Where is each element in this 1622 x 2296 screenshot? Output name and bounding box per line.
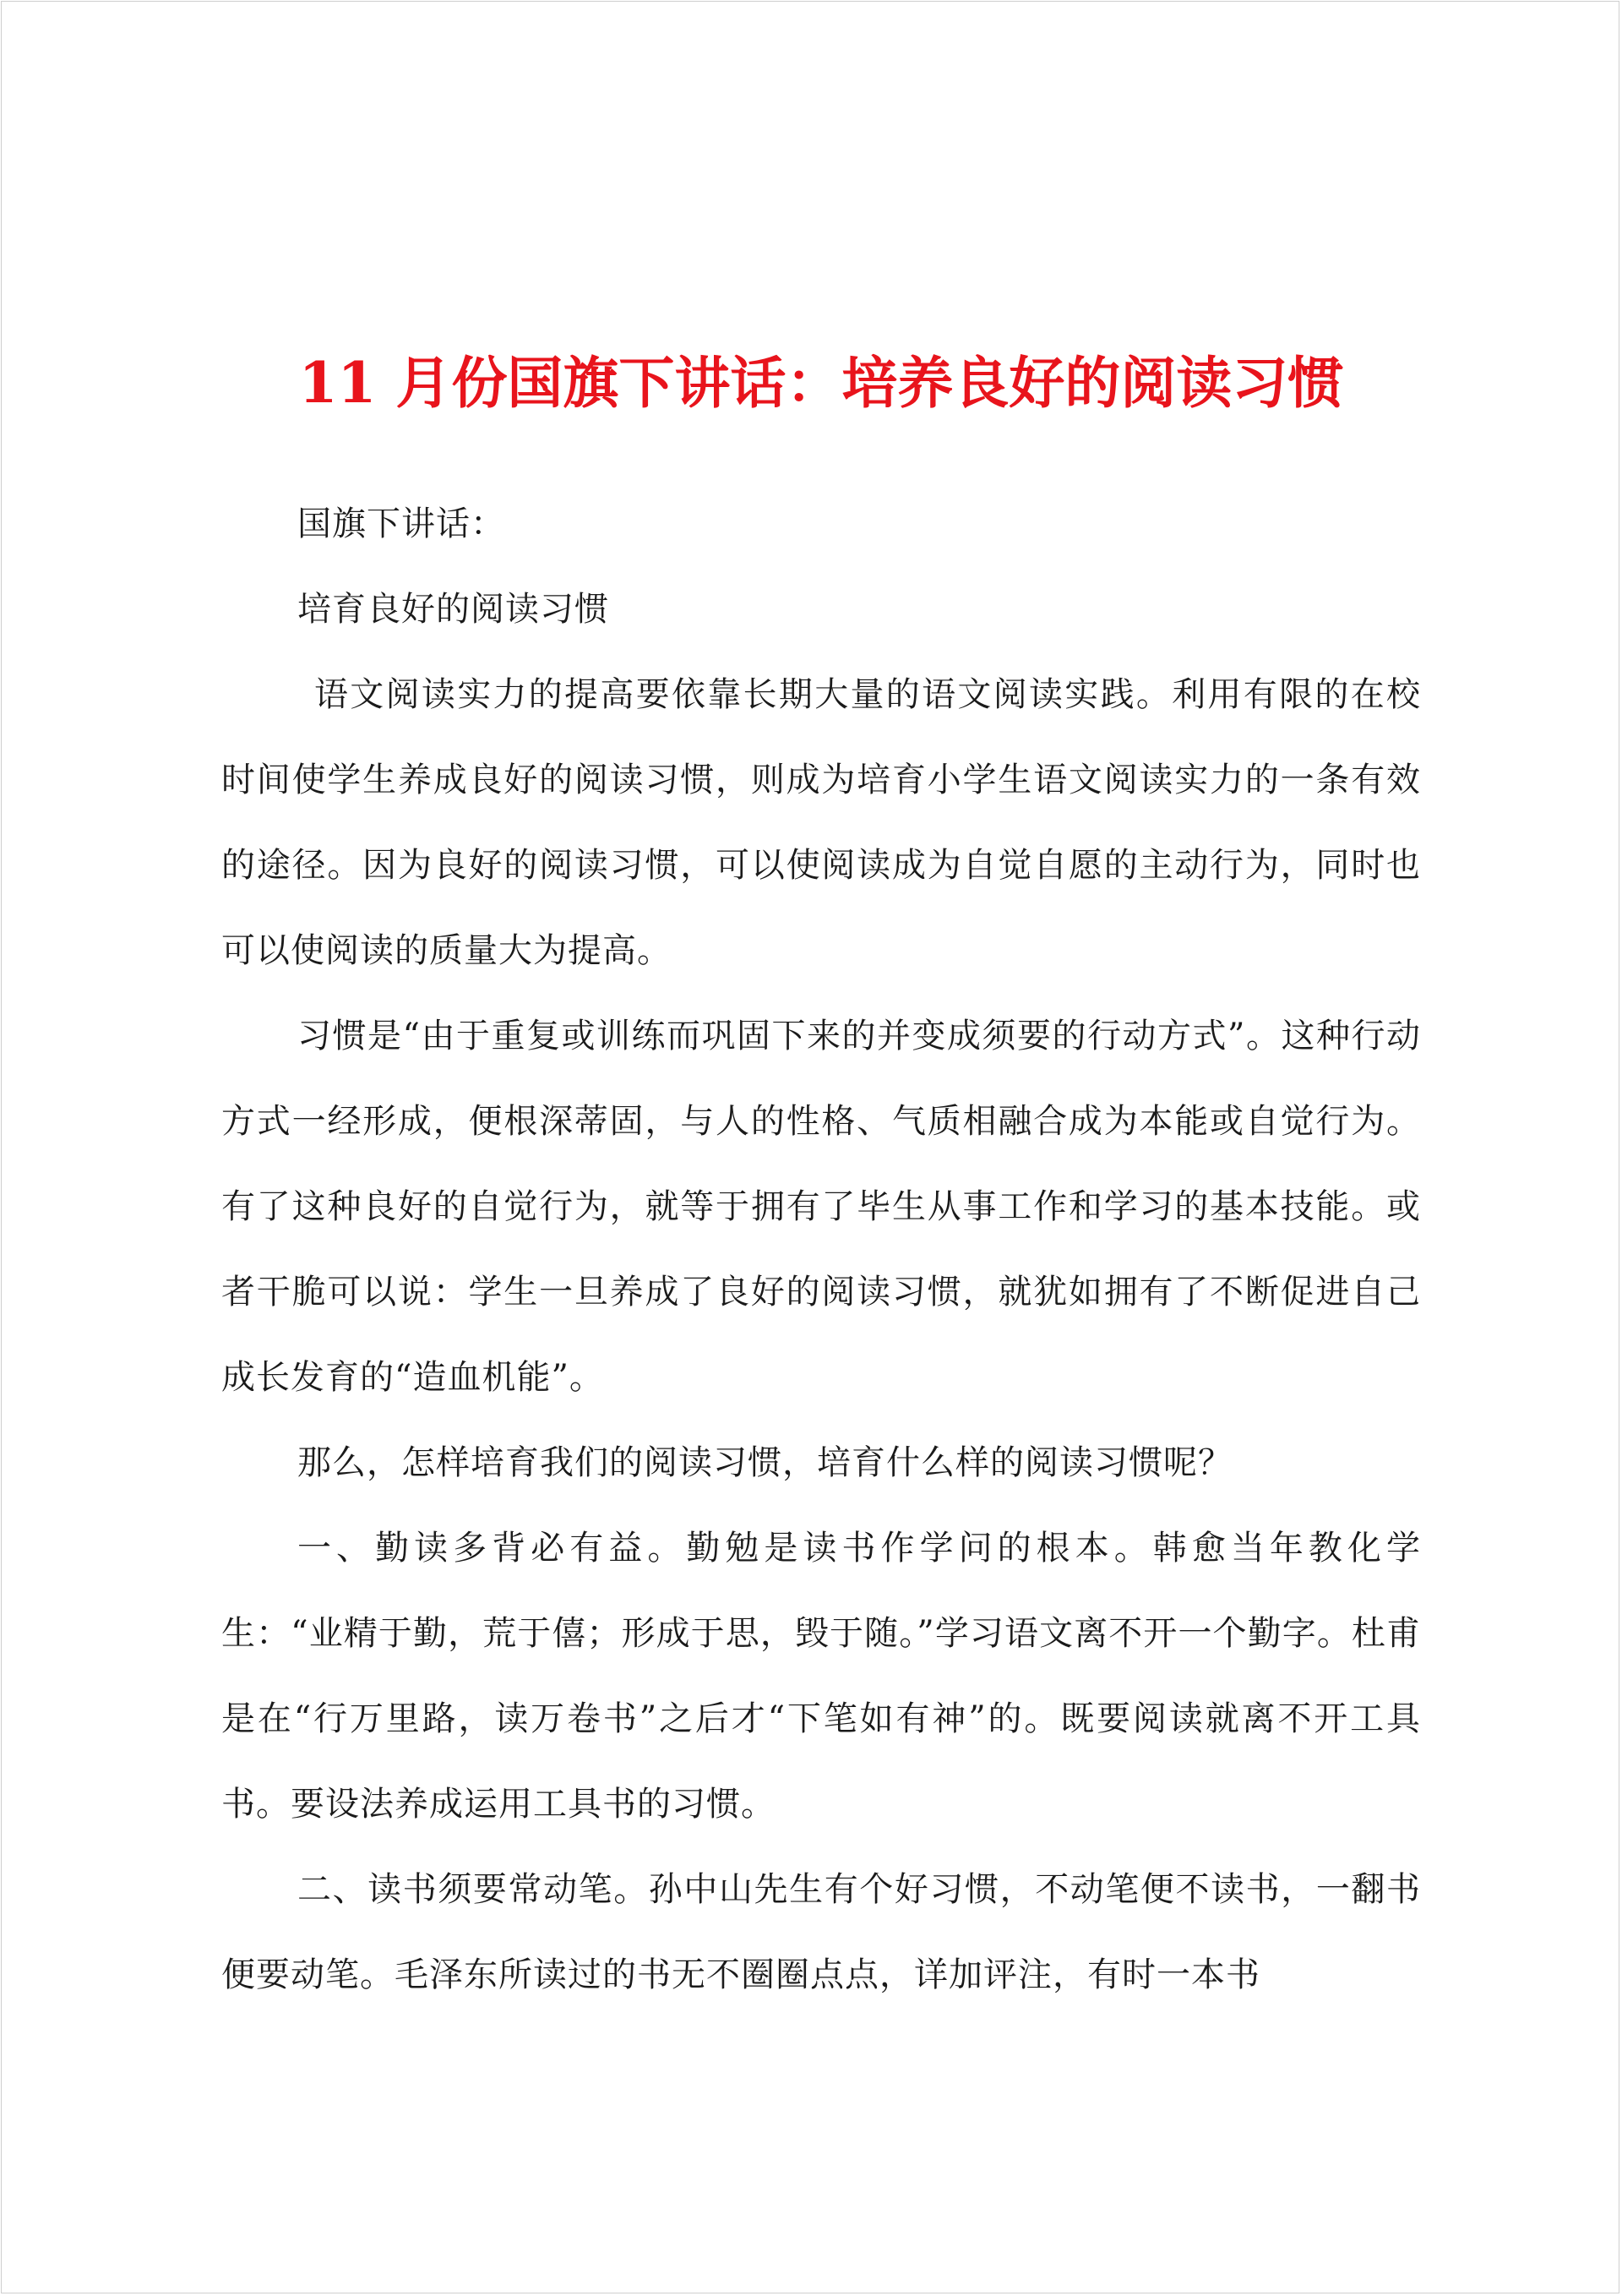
- document-body: [221, 482, 1421, 2018]
- paragraph-point-one: 一、勤读多背必有益。勤勉是读书作学问的根本。韩愈当年教化学生：“业精于勤，荒于僖；形成于思，毁于随。”学习语文离不开一个勤字。杜甫是在“行万里路，读万卷书”之后才“下笔如有神”的。既要阅读就离不开工具书。要设法养成运用工具书的习惯。: [221, 1529, 1421, 1824]
- paragraph-subtitle: 培育良好的阅读习惯: [297, 590, 609, 629]
- paragraph-intro: 语文阅读实力的提高要依靠长期大量的语文阅读实践。利用有限的在校时间使学生养成良好的阅读习惯，则成为培育小学生语文阅读实力的一条有效的途径。因为良好的阅读习惯，可以使阅读成为自觉自愿的主动行为，同时也可以使阅读的质量大为提高。: [221, 675, 1421, 970]
- paragraph-habit-definition: 习惯是“由于重复或训练而巩固下来的并变成须要的行动方式”。这种行动方式一经形成，便根深蒂固，与人的性格、气质相融合成为本能或自觉行为。有了这种良好的自觉行为，就等于拥有了毕生从事工作和学习的基本技能。或者干脆可以说：学生一旦养成了良好的阅读习惯，就犹如拥有了不断促进自己成长发育的“造血机能”。: [221, 1017, 1421, 1397]
- paragraph-question: 那么，怎样培育我们的阅读习惯，培育什么样的阅读习惯呢？: [297, 1443, 1233, 1482]
- document-title: 11 月份国旗下讲话：培养良好的阅读习惯: [298, 350, 1344, 416]
- paragraph-point-two: 二、读书须要常动笔。孙中山先生有个好习惯，不动笔便不读书，一翻书便要动笔。毛泽东所读过的书无不圈圈点点，详加评注，有时一本书: [221, 1870, 1421, 1994]
- paragraph-speech-label: 国旗下讲话：: [297, 504, 505, 543]
